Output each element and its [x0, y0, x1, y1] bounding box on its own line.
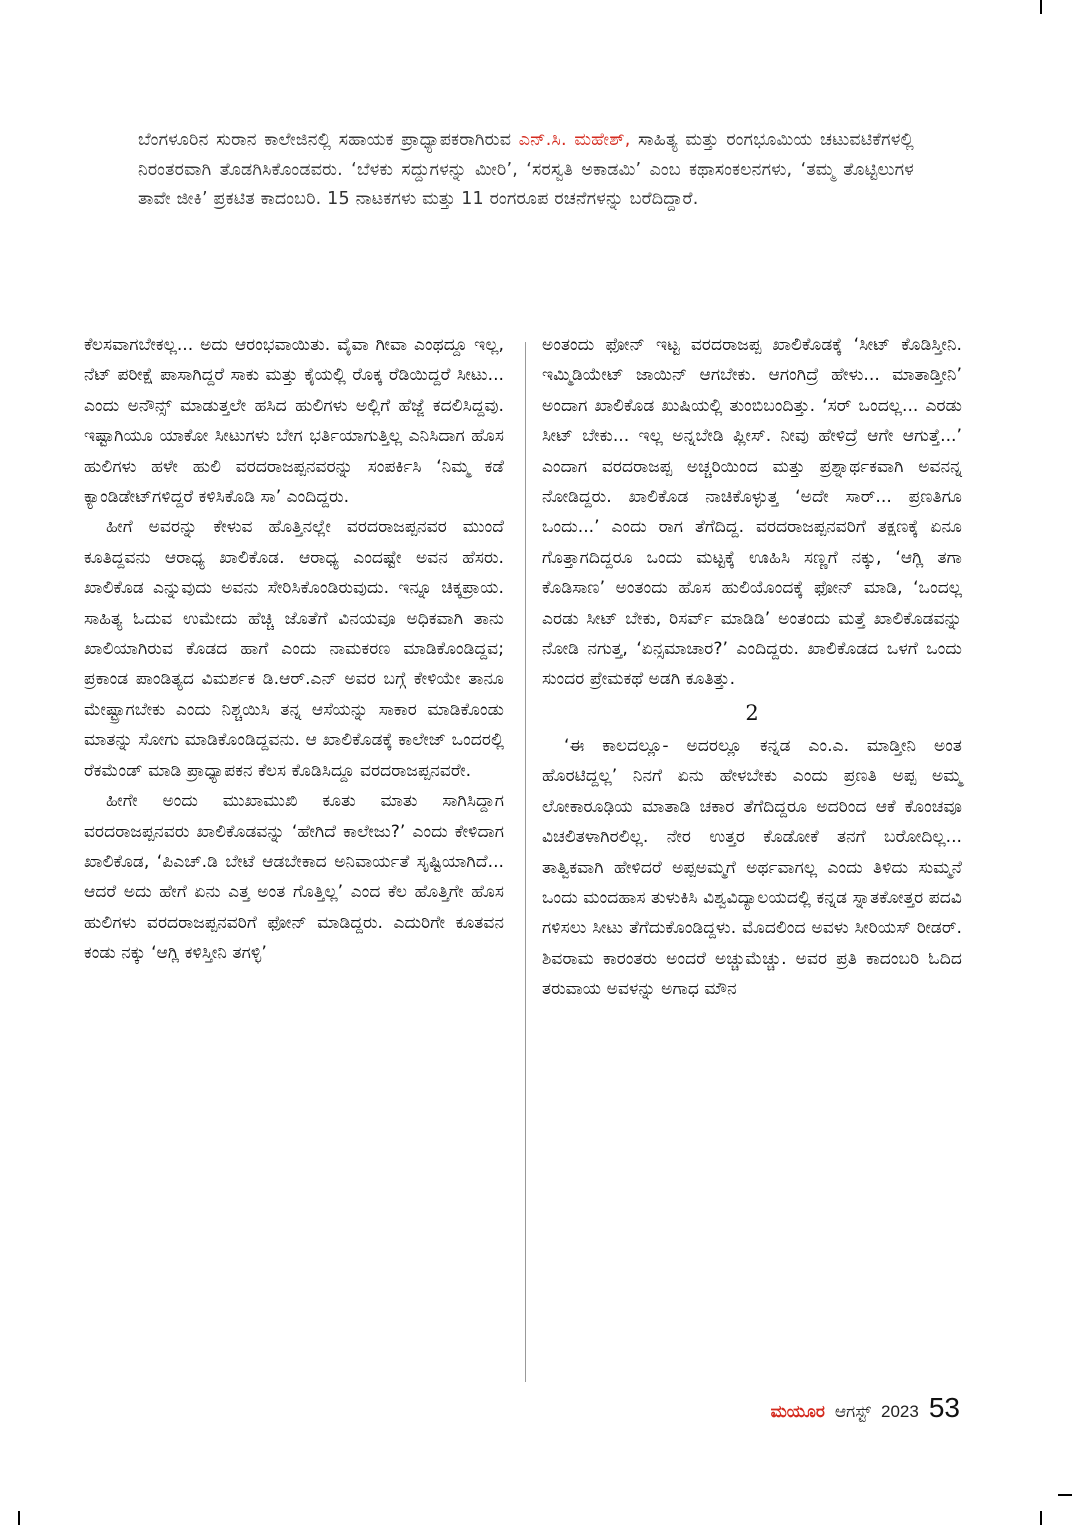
crop-mark-top-right — [1040, 0, 1042, 14]
page-number: 53 — [928, 1392, 960, 1423]
paragraph: ಹೀಗೆ ಅವರನ್ನು ಕೇಳುವ ಹೊತ್ತಿನಲ್ಲೇ ವರದರಾಜಪ್ಪನವರ ಮುಂದೆ ಕೂತಿದ್ದವನು ಆರಾಧ್ಯ ಖಾಲಿಕೊಡ. ಆರಾಧ್ಯ ಎಂದಷ್ಟೇ ಅವನ ಹೆಸರು. ಖಾಲಿಕೊಡ ಎನ್ನುವುದು ಅವನು ಸೇರಿಸಿಕೊಂಡಿರುವುದು. ಇನ್ನೂ ಚಿಕ್ಕಪ್ರಾಯ. ಸಾಹಿತ್ಯ ಓದುವ ಉಮೇದು ಹೆಚ್ಚಿ ಜೊತೆಗೆ ವಿನಯವೂ ಅಧಿಕವಾಗಿ ತಾನು ಖಾಲಿಯಾಗಿರುವ ಕೊಡದ ಹಾಗೆ ಎಂದು ನಾಮಕರಣ ಮಾಡಿಕೊಂಡಿದ್ದವ; ಪ್ರಕಾಂಡ ಪಾಂಡಿತ್ಯದ ವಿಮರ್ಶಕ ಡಿ.ಆರ್.ಎನ್ ಅವರ ಬಗ್ಗೆ ಕೇಳಿಯೇ ತಾನೂ ಮೇಷ್ಟ್ರಾಗಬೇಕು ಎಂದು ನಿಶ್ಚಯಿಸಿ ತನ್ನ ಆಸೆಯನ್ನು ಸಾಕಾರ ಮಾಡಿಕೊಂಡು ಮಾತನ್ನು ಸೋಗು ಮಾಡಿಕೊಂಡಿದ್ದವನು. ಆ ಖಾಲಿಕೊಡಕ್ಕೆ ಕಾಲೇಜ್ ಒಂದರಲ್ಲಿ ರೆಕಮೆಂಡ್ ಮಾಡಿ ಪ್ರಾಧ್ಯಾಪಕನ ಕೆಲಸ ಕೊಡಿಸಿದ್ದೂ ವರದರಾಜಪ್ಪನವರೇ. — [84, 517, 504, 781]
bio-body-text: ಸಾಹಿತ್ಯ ಮತ್ತು ರಂಗಭೂಮಿಯ ಚಟುವಟಿಕೆಗಳಲ್ಲಿ ನಿರಂತರವಾಗಿ ತೊಡಗಿಸಿಕೊಂಡವರು. ‘ಬೆಳಕು ಸದ್ದುಗಳನ್ನು ಮೀರಿ’, ‘ಸರಸ್ವತಿ ಅಕಾಡಮಿ’ ಎಂಬ ಕಥಾಸಂಕಲನಗಳು, ‘ತಮ್ಮ ತೊಟ್ಟಿಲುಗಳ ತಾವೇ ಜೀಕಿ’ ಪ್ರಕಟಿತ ಕಾದಂಬರಿ. 15 ನಾಟಕಗಳು ಮತ್ತು 11 ರಂಗರೂಪ ರಚನೆಗಳನ್ನು ಬರೆದಿದ್ದಾರೆ. — [138, 130, 914, 209]
section-number: 2 — [745, 700, 759, 725]
issue-month: ಆಗಸ್ಟ್ — [834, 1402, 872, 1422]
paragraph: ಹೀಗೇ ಅಂದು ಮುಖಾಮುಖಿ ಕೂತು ಮಾತು ಸಾಗಿಸಿದ್ದಾಗ ವರದರಾಜಪ್ಪನವರು ಖಾಲಿಕೊಡವನ್ನು ‘ಹೇಗಿದೆ ಕಾಲೇಜು?’ ಎಂದು ಕೇಳಿದಾಗ ಖಾಲಿಕೊಡ, ‘ಪಿಎಚ್.ಡಿ ಬೇಟೆ ಆಡಬೇಕಾದ ಅನಿವಾರ್ಯತೆ ಸೃಷ್ಟಿಯಾಗಿದೆ... ಆದರೆ ಅದು ಹೇಗೆ ಏನು ಎತ್ತ ಅಂತ ಗೊತ್ತಿಲ್ಲ’ ಎಂದ ಕೆಲ ಹೊತ್ತಿಗೇ ಹೊಸ ಹುಲಿಗಳು ವರದರಾಜಪ್ಪನವರಿಗೆ ಫೋನ್ ಮಾಡಿದ್ದರು. ಎದುರಿಗೇ ಕೂತವನ ಕಂಡು ನಕ್ಕು ‘ಆಗ್ಲಿ ಕಳಿಸ್ತೀನಿ ತಗಳ್ಳಿ’ — [84, 791, 504, 964]
column-divider — [525, 342, 526, 1382]
magazine-logo: ಮಯೂರ — [770, 1402, 825, 1422]
author-name: ಎನ್.ಸಿ. ಮಹೇಶ್, — [518, 130, 631, 150]
crop-mark-bottom-right-v — [1040, 1511, 1042, 1525]
crop-mark-bottom-right — [1058, 1494, 1072, 1496]
bio-intro-text: ಬೆಂಗಳೂರಿನ ಸುರಾನ ಕಾಲೇಜಿನಲ್ಲಿ ಸಹಾಯಕ ಪ್ರಾಧ್ಯಾಪಕರಾಗಿರುವ — [138, 130, 519, 150]
paragraph: ‘ಈ ಕಾಲದಲ್ಲೂ- ಅದರಲ್ಲೂ ಕನ್ನಡ ಎಂ.ಎ. ಮಾಡ್ತೀನಿ ಅಂತ ಹೊರಟಿದ್ದಲ್ಲ’ ನಿನಗೆ ಏನು ಹೇಳಬೇಕು ಎಂದು ಪ್ರಣತಿ ಅಪ್ಪ ಅಮ್ಮ ಲೋಕಾರೂಢಿಯ ಮಾತಾಡಿ ಚಕಾರ ತೆಗೆದಿದ್ದರೂ ಅದರಿಂದ ಆಕೆ ಕೊಂಚವೂ ವಿಚಲಿತಳಾಗಿರಲಿಲ್ಲ. ನೇರ ಉತ್ತರ ಕೊಡೋಕೆ ತನಗೆ ಬರೋದಿಲ್ಲ... ತಾತ್ವಿಕವಾಗಿ ಹೇಳಿದರೆ ಅಪ್ಪಅಮ್ಮಗೆ ಅರ್ಥವಾಗಲ್ಲ ಎಂದು ತಿಳಿದು ಸುಮ್ಮನೆ ಒಂದು ಮಂದಹಾಸ ತುಳುಕಿಸಿ ವಿಶ್ವವಿದ್ಯಾಲಯದಲ್ಲಿ ಕನ್ನಡ ಸ್ನಾತಕೋತ್ತರ ಪದವಿ ಗಳಿಸಲು ಸೀಟು ತೆಗೆದುಕೊಂಡಿದ್ದಳು. ಮೊದಲಿಂದ ಅವಳು ಸೀರಿಯಸ್ ರೀಡರ್. ಶಿವರಾಮ ಕಾರಂತರು ಅಂದರೆ ಅಚ್ಚುಮೆಚ್ಚು. ಅವರ ಪ್ರತಿ ಕಾದಂಬರಿ ಓದಿದ ತರುವಾಯ ಅವಳನ್ನು ಅಗಾಧ ಮೌನ — [542, 735, 962, 1000]
crop-mark-bottom-left — [18, 1511, 20, 1525]
right-column — [542, 330, 962, 1005]
issue-year: 2023 — [881, 1402, 919, 1421]
paragraph: ಕೆಲಸವಾಗಬೇಕಲ್ಲ... ಅದು ಆರಂಭವಾಯಿತು. ವೈವಾ ಗೀವಾ ಎಂಥದ್ದೂ ಇಲ್ಲ, ನೆಟ್ ಪರೀಕ್ಷೆ ಪಾಸಾಗಿದ್ದರೆ ಸಾಕು ಮತ್ತು ಕೈಯಲ್ಲಿ ರೊಕ್ಕ ರೆಡಿಯಿದ್ದರೆ ಸೀಟು... ಎಂದು ಅನೌನ್ಸ್ ಮಾಡುತ್ತಲೇ ಹಸಿದ ಹುಲಿಗಳು ಅಲ್ಲಿಗೆ ಹೆಜ್ಜೆ ಕದಲಿಸಿದ್ದವು. ಇಷ್ಟಾಗಿಯೂ ಯಾಕೋ ಸೀಟುಗಳು ಬೇಗ ಭರ್ತಿಯಾಗುತ್ತಿಲ್ಲ ಎನಿಸಿದಾಗ ಹೊಸ ಹುಲಿಗಳು ಹಳೇ ಹುಲಿ ವರದರಾಜಪ್ಪನವರನ್ನು ಸಂಪರ್ಕಿಸಿ ‘ನಿಮ್ಮ ಕಡೆ ಕ್ಯಾಂಡಿಡೇಟ್‌ಗಳಿದ್ದರೆ ಕಳಿಸಿಕೊಡಿ ಸಾ’ ಎಂದಿದ್ದರು. — [84, 335, 504, 508]
page-footer — [771, 1392, 960, 1432]
author-bio — [138, 126, 914, 215]
paragraph: ಅಂತಂದು ಫೋನ್ ಇಟ್ಟ ವರದರಾಜಪ್ಪ ಖಾಲಿಕೊಡಕ್ಕೆ ‘ಸೀಟ್ ಕೊಡಿಸ್ತೀನಿ. ಇಮ್ಮಿಡಿಯೇಟ್ ಜಾಯಿನ್ ಆಗಬೇಕು. ಆಗಂಗಿದ್ರೆ ಹೇಳು... ಮಾತಾಡ್ತೀನಿ’ ಅಂದಾಗ ಖಾಲಿಕೊಡ ಖುಷಿಯಲ್ಲಿ ತುಂಬಿಬಂದಿತ್ತು. ‘ಸರ್ ಒಂದಲ್ಲ... ಎರಡು ಸೀಟ್ ಬೇಕು... ಇಲ್ಲ ಅನ್ನಬೇಡಿ ಪ್ಲೀಸ್. ನೀವು ಹೇಳಿದ್ರೆ ಆಗೇ ಆಗುತ್ತೆ...’ ಎಂದಾಗ ವರದರಾಜಪ್ಪ ಅಚ್ಚರಿಯಿಂದ ಮತ್ತು ಪ್ರಶ್ನಾರ್ಥಕವಾಗಿ ಅವನನ್ನ ನೋಡಿದ್ದರು. ಖಾಲಿಕೊಡ ನಾಚಿಕೊಳ್ಳುತ್ತ ‘ಅದೇ ಸಾರ್... ಪ್ರಣತಿಗೂ ಒಂದು...’ ಎಂದು ರಾಗ ತೆಗೆದಿದ್ದ. ವರದರಾಜಪ್ಪನವರಿಗೆ ತಕ್ಷಣಕ್ಕೆ ಏನೂ ಗೊತ್ತಾಗದಿದ್ದರೂ ಒಂದು ಮಟ್ಟಕ್ಕೆ ಊಹಿಸಿ ಸಣ್ಣಗೆ ನಕ್ಕು, ‘ಆಗ್ಲಿ ತಗಾ ಕೊಡಿಸಾಣ’ ಅಂತಂದು ಹೊಸ ಹುಲಿಯೊಂದಕ್ಕೆ ಫೋನ್ ಮಾಡಿ, ‘ಒಂದಲ್ಲ ಎರಡು ಸೀಟ್ ಬೇಕು, ರಿಸರ್ವ್ ಮಾಡಿಡಿ’ ಅಂತಂದು ಮತ್ತೆ ಖಾಲಿಕೊಡವನ್ನು ನೋಡಿ ನಗುತ್ತ, ‘ಏನ್ಸಮಾಚಾರ?’ ಎಂದಿದ್ದರು. ಖಾಲಿಕೊಡದ ಒಳಗೆ ಒಂದು ಸುಂದರ ಪ್ರೇಮಕಥೆ ಅಡಗಿ ಕೂತಿತ್ತು. — [542, 335, 962, 690]
left-column — [84, 330, 504, 969]
